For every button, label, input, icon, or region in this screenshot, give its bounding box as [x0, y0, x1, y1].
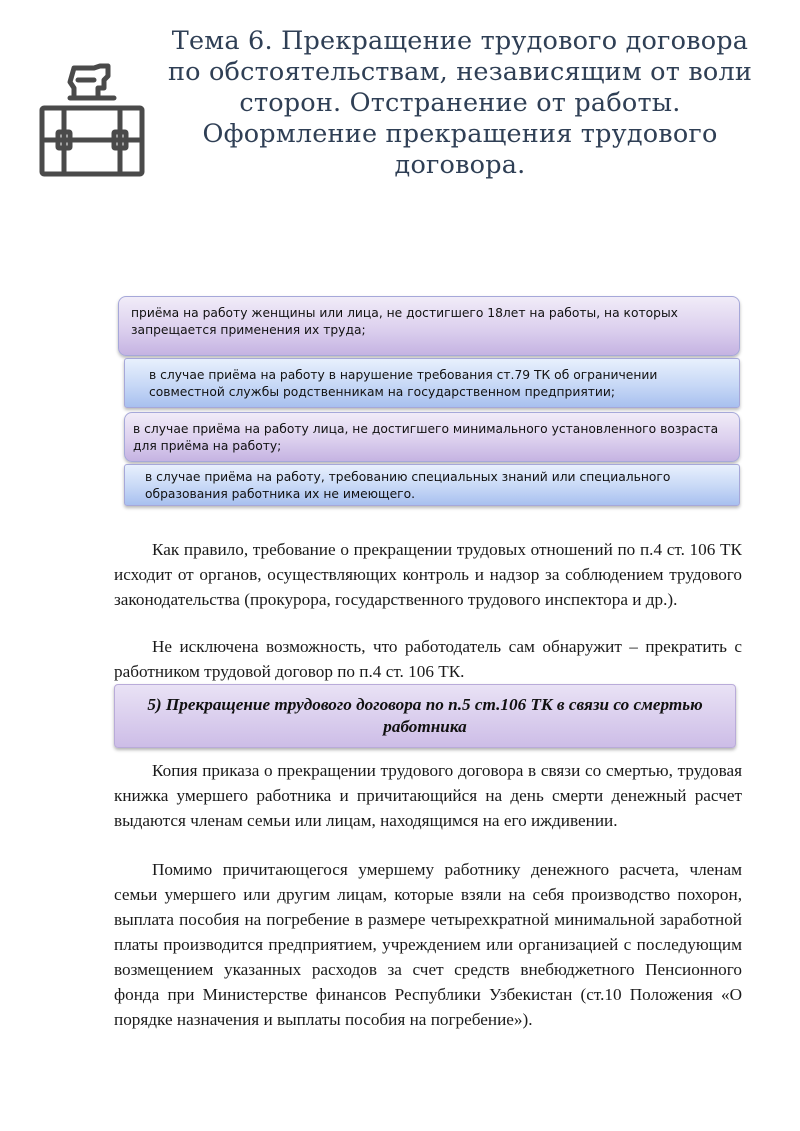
list-item-text: в случае приёма на работу, требованию специальных знаний или специального образования работника их не имеющего. [145, 470, 671, 501]
paragraph: Не исключена возможность, что работодатель сам обнаружит – прекратить с работником трудовой договор по п.4 ст. 106 ТК. [114, 637, 742, 681]
list-item [124, 464, 740, 506]
page-title: Тема 6. Прекращение трудового договора по обстоятельствам, независящим от воли сторон. Отстранение от работы. Оформление прекращения трудового договора. [167, 26, 753, 180]
list-item-text: в случае приёма на работу в нарушение требования ст.79 ТК об ограничении совместной службы родственникам на государственном предприятии; [149, 368, 658, 399]
paragraph: Как правило, требование о прекращении трудовых отношений по п.4 ст. 106 ТК исходит от органов, осуществляющих контроль и надзор за соблюдением трудового законодательства (прокурора, государственного трудового инспектора и др.). [114, 540, 742, 609]
list-item [124, 412, 740, 462]
list-item [124, 358, 740, 408]
section-heading: 5) Прекращение трудового договора по п.5 ст.106 ТК в связи со смертью работника [114, 684, 736, 748]
paragraph: Помимо причитающегося умершему работнику денежного расчета, членам семьи умершего или другим лицам, которые взяли на себя производство похорон, выплата пособия на погребение в размере четырехкратной минимальной заработной платы производится предприятием, учреждением или организацией с последующим возмещением указанных расходов за счет средств внебюджетного Пенсионного фонда при Министерстве финансов Республики Узбекистан (ст.10 Положения «О порядке назначения и выплаты пособия на погребение»). [114, 860, 742, 1029]
list-item [118, 296, 740, 356]
list-item-text: приёма на работу женщины или лица, не достигшего 18лет на работы, на которых запрещается применения их труда; [131, 306, 678, 337]
list-item-text: в случае приёма на работу лица, не достигшего минимального установленного возраста для приёма на работу; [133, 422, 719, 453]
paragraph: Копия приказа о прекращении трудового договора в связи со смертью, трудовая книжка умершего работника и причитающийся на день смерти денежный расчет выдаются членам семьи или лицам, находящимся на его иждивении. [114, 761, 742, 830]
briefcase-with-fist-icon [38, 60, 148, 180]
